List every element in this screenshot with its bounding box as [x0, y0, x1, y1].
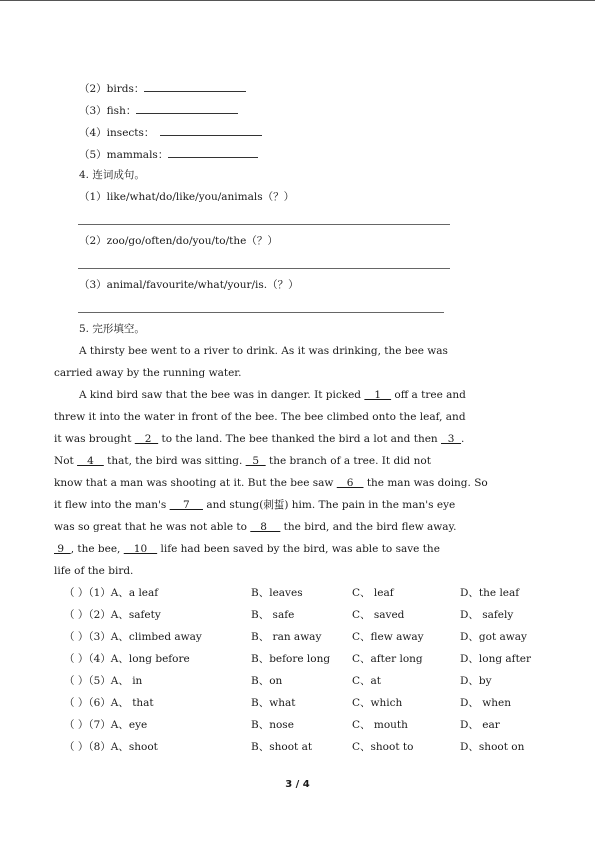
- question-stem[interactable]: （ ）（3）A、climbed away: [64, 631, 202, 643]
- passage-line: A thirsty bee went to a river to drink. As it was drinking, the bee was: [79, 345, 448, 357]
- question-stem[interactable]: （ ）（1）A、a leaf: [64, 587, 159, 599]
- option-d[interactable]: D、 ear: [460, 719, 500, 731]
- passage-line: threw it into the water in front of the bee. The bee climbed onto the leaf, and: [54, 411, 466, 423]
- question-stem[interactable]: （ ）（8）A、shoot: [64, 741, 158, 753]
- answer-blank[interactable]: [168, 146, 258, 158]
- option-b[interactable]: B、what: [251, 697, 296, 709]
- option-b[interactable]: B、 safe: [251, 609, 295, 621]
- section-5-title: 5. 完形填空。: [79, 323, 145, 335]
- answer-blank[interactable]: [136, 102, 238, 114]
- option-d[interactable]: D、shoot on: [460, 741, 525, 753]
- passage-line: it flew into the man's 7 and stung(刺蜇) him. The pain in the man's eye: [54, 499, 456, 511]
- cloze-blank-5: 5: [245, 455, 266, 467]
- question-stem[interactable]: （ ）（6）A、 that: [64, 697, 154, 709]
- option-b[interactable]: B、before long: [251, 653, 331, 665]
- answer-line[interactable]: [78, 312, 444, 313]
- option-c[interactable]: C、 leaf: [352, 587, 394, 599]
- cloze-blank-6: 6: [336, 477, 364, 489]
- page-number: 3 / 4: [285, 779, 310, 790]
- category-insects: （4）insects：: [79, 124, 262, 140]
- answer-blank[interactable]: [144, 80, 246, 92]
- passage-line: life of the bird.: [54, 565, 134, 577]
- option-b[interactable]: B、leaves: [251, 587, 303, 599]
- cloze-blank-1: 1: [364, 389, 392, 401]
- reorder-item-1: （1）like/what/do/like/you/animals（？）: [79, 191, 295, 203]
- passage-line: it was brought 2 to the land. The bee thanked the bird a lot and then 3 .: [54, 433, 465, 445]
- option-b[interactable]: B、shoot at: [251, 741, 313, 753]
- category-birds: （2）birds：: [79, 80, 246, 96]
- option-c[interactable]: C、after long: [352, 653, 423, 665]
- reorder-item-3: （3）animal/favourite/what/your/is.（？）: [79, 279, 299, 291]
- cloze-blank-4: 4: [77, 455, 104, 467]
- option-b[interactable]: B、on: [251, 675, 283, 687]
- section-4-title: 4. 连词成句。: [79, 169, 145, 181]
- option-c[interactable]: C、at: [352, 675, 382, 687]
- option-d[interactable]: D、the leaf: [460, 587, 520, 599]
- option-d[interactable]: D、by: [460, 675, 492, 687]
- option-d[interactable]: D、 when: [460, 697, 511, 709]
- passage-line: carried away by the running water.: [54, 367, 242, 379]
- cloze-blank-3: 3: [441, 433, 462, 445]
- passage-line: A kind bird saw that the bee was in danger. It picked 1 off a tree and: [79, 389, 466, 401]
- question-stem[interactable]: （ ）（2）A、safety: [64, 609, 161, 621]
- passage-line: was so great that he was not able to 8 the bird, and the bird flew away.: [54, 521, 457, 533]
- option-c[interactable]: C、 saved: [352, 609, 405, 621]
- passage-line: know that a man was shooting at it. But the bee saw 6 the man was doing. So: [54, 477, 488, 489]
- option-d[interactable]: D、got away: [460, 631, 527, 643]
- answer-line[interactable]: [78, 224, 450, 225]
- option-d[interactable]: D、long after: [460, 653, 532, 665]
- option-d[interactable]: D、 safely: [460, 609, 514, 621]
- category-mammals: （5）mammals：: [79, 146, 258, 162]
- question-stem[interactable]: （ ）（4）A、long before: [64, 653, 190, 665]
- passage-line: 9 , the bee, 10 life had been saved by the bird, was able to save the: [54, 543, 440, 555]
- category-fish: （3）fish：: [79, 102, 238, 118]
- option-b[interactable]: B、nose: [251, 719, 294, 731]
- answer-line[interactable]: [78, 268, 450, 269]
- option-c[interactable]: C、which: [352, 697, 403, 709]
- option-c[interactable]: C、 mouth: [352, 719, 408, 731]
- cloze-blank-10: 10: [123, 543, 158, 555]
- cloze-blank-7: 7: [169, 499, 203, 511]
- question-stem[interactable]: （ ）（5）A、 in: [64, 675, 143, 687]
- page-top-border: [0, 0, 595, 1]
- option-c[interactable]: C、shoot to: [352, 741, 414, 753]
- passage-line: Not 4 that, the bird was sitting. 5 the branch of a tree. It did not: [54, 455, 431, 467]
- reorder-item-2: （2）zoo/go/often/do/you/to/the（？）: [79, 235, 278, 247]
- option-b[interactable]: B、 ran away: [251, 631, 322, 643]
- cloze-blank-9: 9: [54, 543, 71, 555]
- question-stem[interactable]: （ ）（7）A、eye: [64, 719, 148, 731]
- cloze-blank-8: 8: [250, 521, 281, 533]
- answer-blank[interactable]: [160, 124, 262, 136]
- cloze-blank-2: 2: [134, 433, 159, 445]
- option-c[interactable]: C、flew away: [352, 631, 424, 643]
